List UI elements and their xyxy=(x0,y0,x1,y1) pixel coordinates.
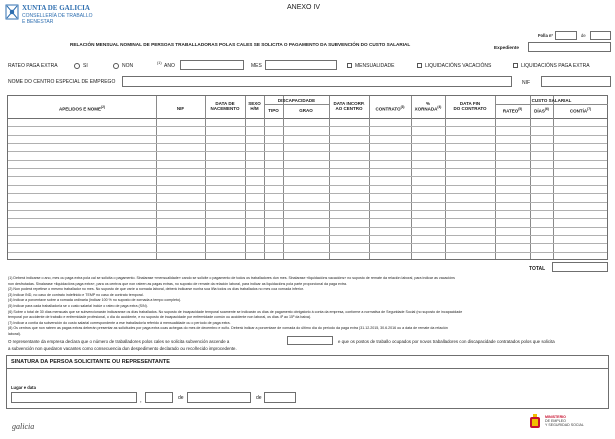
col-rateo-header: RATEO$^{(5)}$ xyxy=(502,107,523,114)
place-comma: , xyxy=(140,398,142,404)
footnotes xyxy=(8,276,608,339)
folla-label: Folla nº xyxy=(538,33,554,38)
rateo-label: RATEO PAGA EXTRA xyxy=(8,63,58,69)
table-row[interactable] xyxy=(8,143,607,144)
col-dias-header: DÍAS$^{(6)}$ xyxy=(534,107,549,114)
folla-total-field[interactable] xyxy=(590,31,611,40)
declaration-part-1: O representante da empresa declara que o número de traballadores polos cales se solicita subvención ascende a xyxy=(8,339,230,344)
total-label: TOTAL xyxy=(529,266,546,272)
col-discapacidade-header: DISCAPACIDADE xyxy=(277,98,316,103)
note-2: (2) Non poderá repetirse o mesmo traballador no mes. No suposto de que varíe a xornada laboral, deberá indicarse nunha soa liña todos os días traballados no mes coa xornada inferior. xyxy=(8,287,304,292)
note-1a: (1) Deberá indicarse o ano, mes ou paga extra pola cal se solicita o pagamento. Sinalarase «mensualidade» cando se solicite o pagamento de todos os traballadores dun mes. Sinalarase «liquidacións vacacións» no suposto de remate da relación laboral, para indicar as vacacións xyxy=(8,276,455,280)
xunta-logo xyxy=(5,4,19,20)
folla-number-field[interactable] xyxy=(555,31,577,40)
date-de-1: de xyxy=(178,395,184,401)
mes-field[interactable] xyxy=(265,60,337,70)
table-row[interactable] xyxy=(8,202,607,203)
signature-title: SINATURA DA PERSOA SOLICITANTE OU REPRESENTANTE xyxy=(11,359,170,365)
nif-field[interactable] xyxy=(541,76,611,87)
rateo-si-radio[interactable] xyxy=(74,63,80,69)
department-line-1: CONSELLERÍA DE TRABALLO xyxy=(22,13,93,19)
workers-table xyxy=(7,95,608,260)
liq-vacacions-label: LIQUIDACIÓNS VACACIÓNS xyxy=(425,63,492,69)
table-row[interactable] xyxy=(8,151,607,152)
rateo-non-label: NON xyxy=(122,63,134,69)
declaration-count-field[interactable] xyxy=(287,336,333,345)
col-custo-header: CUSTO SALARIAL xyxy=(531,98,572,103)
note-5: (5) Indicar para cada traballador/a se o custo salarial inclúe o rateo de paga extra (S/N). xyxy=(8,303,148,308)
table-row[interactable] xyxy=(8,193,607,194)
expediente-field[interactable] xyxy=(528,42,611,52)
col-tipo-header: TIPO xyxy=(268,108,279,113)
col-sexo-header: SEXO H/M xyxy=(248,101,261,112)
liq-vacacions-checkbox[interactable] xyxy=(417,63,422,68)
table-row[interactable] xyxy=(8,235,607,236)
table-row[interactable] xyxy=(8,168,607,169)
annex-title: ANEXO IV xyxy=(287,4,321,11)
department-line-2: E BENESTAR xyxy=(22,19,54,25)
year-field[interactable] xyxy=(264,392,296,403)
liq-paga-extra-checkbox[interactable] xyxy=(513,63,518,68)
galicia-logo: galicia xyxy=(12,422,35,431)
place-field[interactable] xyxy=(11,392,137,403)
table-row[interactable] xyxy=(8,243,607,244)
ano-note: (1) xyxy=(157,61,162,65)
liq-paga-extra-label: LIQUIDACIÓNS PAGA EXTRA xyxy=(521,63,590,69)
col-nacemento-header: DATA DE NACEMENTO xyxy=(210,101,240,112)
declaration-part-3: a subvención non quedaron vacantes como consecuencia dun despedimento declarado ou recoñecido improcedente. xyxy=(8,346,237,351)
note-1b: non desfrutadas. Sinalarase «liquidacións paga extra», para os centros que non rateen as pagas extras, no suposto de remate da relación laboral, para indicar as liquidacións pola parte proporcional da paga extra. xyxy=(8,281,348,286)
date-de-2: de xyxy=(256,395,262,401)
note-7: (7) Indicar a contía da subvención do custo salarial correspondente a ese traballador/a referido á mensualidade ou o período de paga extra. xyxy=(8,320,231,325)
mensualidade-checkbox[interactable] xyxy=(347,63,352,68)
form-title: RELACIÓN MENSUAL NOMINAL DE PERSOAS TRABALLADORAS POLAS CALES SE SOLICITA O PAGAMENTO DA SUBVENCIÓN DO CUSTO SALARIAL xyxy=(70,42,411,47)
note-6a: (6) Sobre o total de 30 días mensuais que se subvencionarán indicaranse os días traballados. No suposto de incapacidade temporal soamente se indicarán os días de pagamento obrigatorio á conta da empresa, conforme a normativa de Seguridade Social (no suposto de incapacidade xyxy=(8,309,463,314)
month-field[interactable] xyxy=(187,392,251,403)
ministry-logo: MINISTERIO DE EMPLEO Y SEGURIDAD SOCIAL xyxy=(545,415,584,428)
col-apelidos-header: APELIDOS E NOME$^{(2)}$ xyxy=(59,105,105,112)
mensualidade-label: MENSUALIDADE xyxy=(355,63,395,69)
col-xornada-header: % XORNADA$^{(4)}$ xyxy=(414,101,442,112)
col-grao-header: GRAO xyxy=(299,108,313,113)
folla-de-label: de xyxy=(581,33,586,38)
table-row[interactable] xyxy=(8,252,607,253)
note-4: (4) Indicar a porcentaxe sobre a xornada ordinaria (indicar 100 % no suposto de xornada a tempo completo). xyxy=(8,298,182,303)
table-row[interactable] xyxy=(8,218,607,219)
centro-label: NOME DO CENTRO ESPECIAL DE EMPREGO xyxy=(8,79,116,85)
centro-field[interactable] xyxy=(122,76,512,87)
total-field[interactable] xyxy=(552,262,608,272)
col-fin-header: DATA FIN DO CONTRATO xyxy=(453,101,487,112)
spain-coat-of-arms-icon xyxy=(528,414,542,432)
table-row[interactable] xyxy=(8,135,607,136)
ano-field[interactable] xyxy=(180,60,244,70)
table-row[interactable] xyxy=(8,185,607,186)
note-3: (3) Indicar IND, no caso de contrato indefinido e TEMP no caso de contrato temporal. xyxy=(8,292,144,297)
ano-label: ANO xyxy=(164,63,175,69)
table-row[interactable] xyxy=(8,176,607,177)
note-6b: temporal por accidente de traballo e enfermidade profesional, o día do accidente, e no suposto de incapacidade por enfermidade común ou accidente non laboral, os días 4º ao 15º da baixa). xyxy=(8,315,312,320)
table-row[interactable] xyxy=(8,227,607,228)
rateo-si-label: SI xyxy=(83,63,88,69)
day-field[interactable] xyxy=(145,392,173,403)
declaration-part-2: e que os postos de traballo ocupados por novos traballadores con discapacidade contratados polos que solicita xyxy=(338,339,555,344)
table-row[interactable] xyxy=(8,160,607,161)
col-contrato-header: CONTRATO$^{(3)}$ xyxy=(375,105,405,112)
signature-block xyxy=(6,355,609,409)
rateo-non-radio[interactable] xyxy=(113,63,119,69)
logo-text: XUNTA DE GALICIA xyxy=(22,4,90,12)
table-row[interactable] xyxy=(8,210,607,211)
mes-label: MES xyxy=(251,63,262,69)
col-nif-header: NIF xyxy=(176,106,185,111)
col-conta-header: CONTÍA$^{(7)}$ xyxy=(569,107,592,114)
nif-label: NIF xyxy=(522,80,531,86)
place-date-label: Lugar e data xyxy=(11,385,36,390)
expediente-label: Expediente xyxy=(494,45,520,50)
note-8a: (8) Os centros que non rateen as pagas extras deberán presentar as solicitudes por paga extra coas achegas do mes de decembro e xuño. Deberá indicar a porcentaxe de xornada do último día do período da paga extra (31.12.2015, 30.6.2016 ou a data de remate da relación xyxy=(8,326,448,331)
col-incorp-header: DATA INCORP. AO CENTRO xyxy=(333,101,365,112)
table-row[interactable] xyxy=(8,126,607,127)
note-8b: laboral). xyxy=(8,331,21,336)
